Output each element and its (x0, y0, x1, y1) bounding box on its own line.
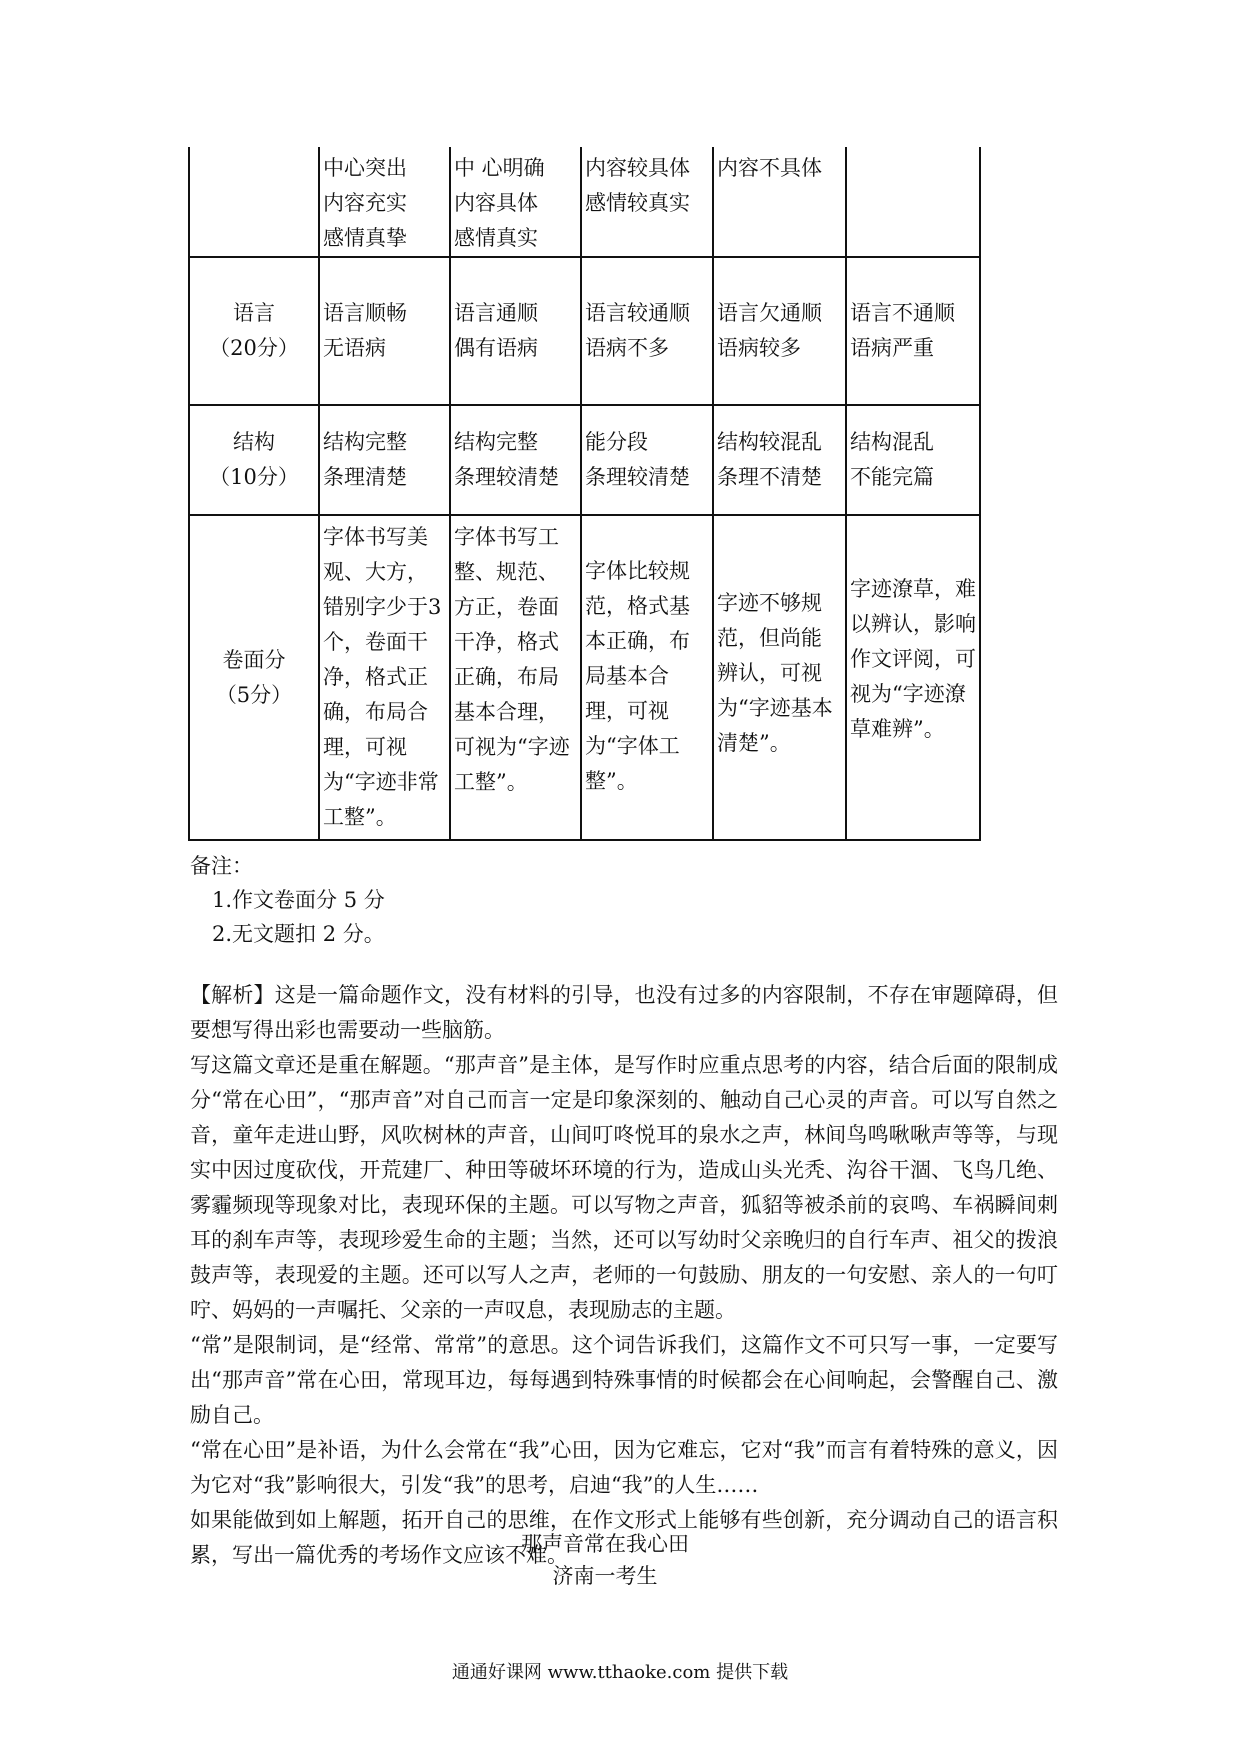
category-cell: 语言 （20分） (189, 257, 319, 405)
analysis-paragraph: “常”是限制词，是“经常、常常”的意思。这个词告诉我们，这篇作文不可只写一事，一定要写出“那声音”常在心田，常现耳边，每每遇到特殊事情的时候都会在心间响起，会警醒自己、激励自己。 (190, 1333, 1058, 1427)
criteria-cell: 字迹潦草，难以辨认，影响作文评阅，可视为“字迹潦草难辨”。 (846, 515, 980, 840)
table-row (189, 405, 980, 515)
essay-heading (0, 1528, 1240, 1592)
criteria-cell: 中心突出 内容充实 感情真挚 (319, 147, 450, 257)
analysis-paragraph: 【解析】这是一篇命题作文，没有材料的引导，也没有过多的内容限制，不存在审题障碍，但要想写得出彩也需要动一些脑筋。 (190, 983, 1058, 1042)
criteria-cell: 结构完整 条理清楚 (319, 405, 450, 515)
criteria-cell: 语言欠通顺 语病较多 (713, 257, 846, 405)
criteria-cell: 语言顺畅 无语病 (319, 257, 450, 405)
table-row (189, 257, 980, 405)
criteria-cell: 内容较具体 感情较真实 (581, 147, 713, 257)
criteria-cell (846, 147, 980, 257)
essay-author: 济南一考生 (552, 1564, 658, 1588)
note-item: 1.作文卷面分 5 分 (212, 888, 385, 912)
criteria-cell: 内容不具体 (713, 147, 846, 257)
category-cell: 结构 （10分） (189, 405, 319, 515)
analysis-paragraph: 写这篇文章还是重在解题。“那声音”是主体，是写作时应重点思考的内容，结合后面的限制成分“常在心田”，“那声音”对自己而言一定是印象深刻的、触动自己心灵的声音。可以写自然之音，童年走进山野，风吹树林的声音，山间叮咚悦耳的泉水之声，林间鸟鸣啾啾声等等，与现实中因过度砍伐，开荒建厂、种田等破坏环境的行为，造成山头光秃、沟谷干涸、飞鸟几绝、雾霾频现等现象对比，表现环保的主题。可以写物之声音，狐貂等被杀前的哀鸣、车祸瞬间刺耳的刹车声等，表现珍爱生命的主题；当然，还可以写幼时父亲晚归的自行车声、祖父的拨浪鼓声等，表现爱的主题。还可以写人之声，老师的一句鼓励、朋友的一句安慰、亲人的一句叮咛、妈妈的一声嘱托、父亲的一声叹息，表现励志的主题。 (190, 1053, 1058, 1322)
category-cell: 卷面分 （5分） (189, 515, 319, 840)
note-item: 2.无文题扣 2 分。 (212, 922, 385, 946)
criteria-cell: 结构混乱 不能完篇 (846, 405, 980, 515)
criteria-cell: 字迹不够规范，但尚能辨认，可视为“字迹基本清楚”。 (713, 515, 846, 840)
table-row (189, 515, 980, 840)
analysis-paragraph: “常在心田”是补语，为什么会常在“我”心田，因为它难忘，它对“我”而言有着特殊的意义，因为它对“我”影响很大，引发“我”的思考，启迪“我”的人生…… (190, 1438, 1058, 1497)
criteria-cell: 语言较通顺 语病不多 (581, 257, 713, 405)
criteria-cell: 结构完整 条理较清楚 (450, 405, 581, 515)
criteria-cell: 中 心明确 内容具体 感情真实 (450, 147, 581, 257)
criteria-cell: 结构较混乱 条理不清楚 (713, 405, 846, 515)
criteria-cell: 语言通顺 偶有语病 (450, 257, 581, 405)
scoring-rubric-table (188, 147, 981, 841)
analysis-paragraph: 如果能做到如上解题，拓开自己的思维，在作文形式上能够有些创新，充分调动自己的语言积累，写出一篇优秀的考场作文应该不难。 (190, 1508, 1058, 1567)
table-row (189, 147, 980, 257)
criteria-cell: 字体书写工整、规范、方正，卷面干净，格式正确，布局基本合理，可视为“字迹工整”。 (450, 515, 581, 840)
criteria-cell: 语言不通顺 语病严重 (846, 257, 980, 405)
category-cell (189, 147, 319, 257)
essay-title: 那声音常在我心田 (521, 1532, 689, 1556)
criteria-cell: 能分段 条理较清楚 (581, 405, 713, 515)
notes-section (190, 849, 385, 951)
analysis-section (190, 978, 1058, 1573)
criteria-cell: 字体比较规范，格式基本正确，布局基本合理，可视为“字体工整”。 (581, 515, 713, 840)
page-footer: 通通好课网 www.tthaoke.com 提供下载 (451, 1662, 789, 1683)
criteria-cell: 字体书写美观、大方，错别字少于3个，卷面干净，格式正确，布局合理，可视为“字迹非常工整”。 (319, 515, 450, 840)
notes-heading: 备注： (190, 854, 253, 878)
